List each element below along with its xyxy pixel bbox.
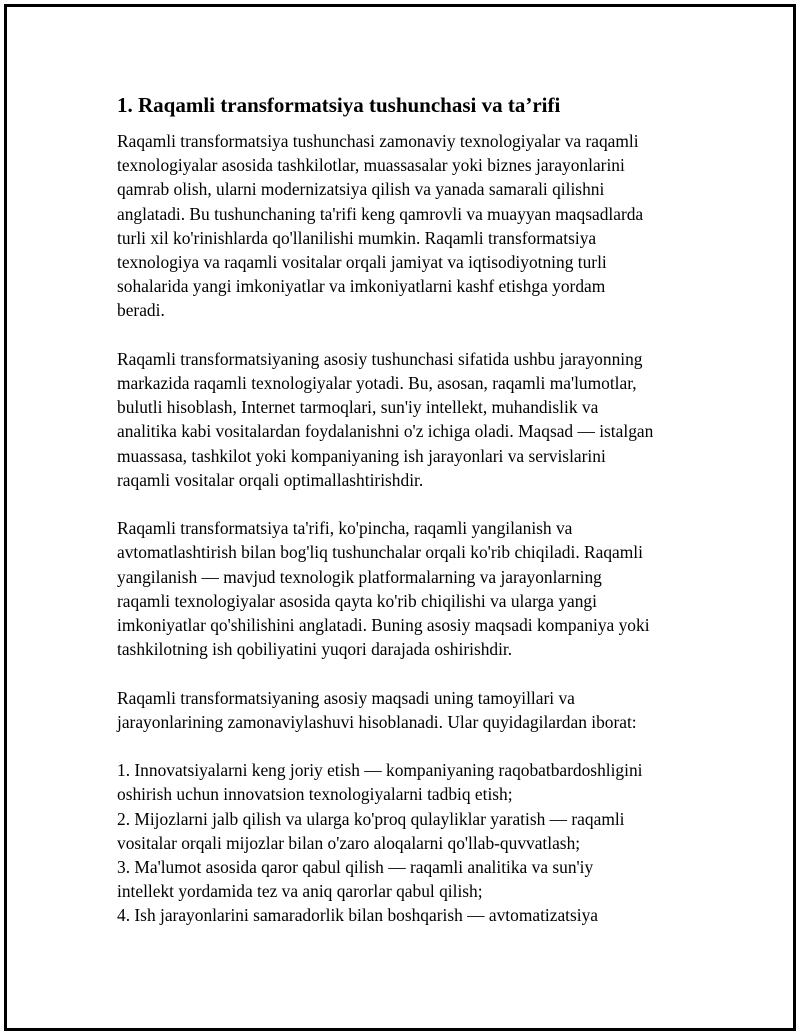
text-line: Raqamli transformatsiyaning asosiy tushunchasi sifatida ushbu jarayonning	[117, 348, 643, 369]
text-line: analitika kabi vositalardan foydalanishni o'z ichiga oladi. Maqsad — istalgan	[117, 421, 654, 442]
list-item-line: 1. Innovatsiyalarni keng joriy etish — kompaniyaning raqobatbardoshligini	[117, 760, 643, 781]
text-line: Raqamli transformatsiyaning asosiy maqsadi uning tamoyillari va	[117, 687, 575, 708]
paragraph-definition	[117, 129, 697, 323]
text-line: Raqamli transformatsiya ta'rifi, ko'pincha, raqamli yangilanish va	[117, 518, 573, 539]
list-item-line: 2. Mijozlarni jalb qilish va ularga ko'proq qulayliklar yaratish — raqamli	[117, 808, 625, 829]
text-line: yangilanish — mavjud texnologik platformalarning va jarayonlarning	[117, 566, 602, 587]
text-line: raqamli vositalar orqali optimallashtirishdir.	[117, 469, 424, 490]
text-line: markazida raqamli texnologiyalar yotadi. Bu, asosan, raqamli ma'lumotlar,	[117, 373, 637, 394]
text-line: turli xil ko'rinishlarda qo'llanilishi mumkin. Raqamli transformatsiya	[117, 227, 597, 248]
document-body	[117, 92, 697, 952]
text-line: sohalarida yangi imkoniyatlar va imkoniyatlarni kashf etishga yordam	[117, 276, 606, 297]
text-line: texnologiya va raqamli vositalar orqali jamiyat va iqtisodiyotning turli	[117, 252, 607, 273]
numbered-list	[117, 758, 697, 927]
list-item-line: 4. Ish jarayonlarini samaradorlik bilan boshqarish — avtomatizatsiya	[117, 905, 599, 926]
paragraph-digital-update	[117, 516, 697, 661]
text-line: muassasa, tashkilot yoki kompaniyaning ish jarayonlari va servislarini	[117, 445, 606, 466]
list-item-line: intellekt yordamida tez va aniq qarorlar qabul qilish;	[117, 881, 483, 902]
text-line: avtomatlashtirish bilan bog'liq tushunchalar orqali ko'rib chiqiladi. Raqamli	[117, 542, 643, 563]
text-line: anglatadi. Bu tushunchaning ta'rifi keng qamrovli va muayyan maqsadlarda	[117, 203, 644, 224]
text-line: tashkilotning ish qobiliyatini yuqori darajada oshirishdir.	[117, 639, 513, 660]
list-item-line: vositalar orqali mijozlar bilan o'zaro aloqalarni qo'llab-quvvatlash;	[117, 832, 581, 853]
text-line: qamrab olish, ularni modernizatsiya qilish va yanada samarali qilishni	[117, 179, 605, 200]
section-heading: 1. Raqamli transformatsiya tushunchasi va ta’rifi	[117, 93, 561, 117]
paragraph-goal	[117, 686, 697, 734]
text-line: texnologiyalar asosida tashkilotlar, muassasalar yoki biznes jarayonlarini	[117, 155, 625, 176]
text-line: jarayonlarining zamonaviylashuvi hisoblanadi. Ular quyidagilardan iborat:	[117, 711, 637, 732]
list-item-line: 3. Ma'lumot asosida qaror qabul qilish — raqamli analitika va sun'iy	[117, 857, 594, 878]
text-line: bulutli hisoblash, Internet tarmoqlari, sun'iy intellekt, muhandislik va	[117, 397, 599, 418]
text-line: imkoniyatlar qo'shilishini anglatadi. Buning asosiy maqsadi kompaniya yoki	[117, 615, 650, 636]
paragraph-core-concept	[117, 347, 697, 492]
text-line: Raqamli transformatsiya tushunchasi zamonaviy texnologiyalar va raqamli	[117, 131, 639, 151]
list-item-line: oshirish uchun innovatsion texnologiyalarni tadbiq etish;	[117, 784, 513, 805]
text-line: beradi.	[117, 300, 165, 321]
text-line: raqamli texnologiyalar asosida qayta ko'rib chiqilishi va ularga yangi	[117, 590, 597, 611]
